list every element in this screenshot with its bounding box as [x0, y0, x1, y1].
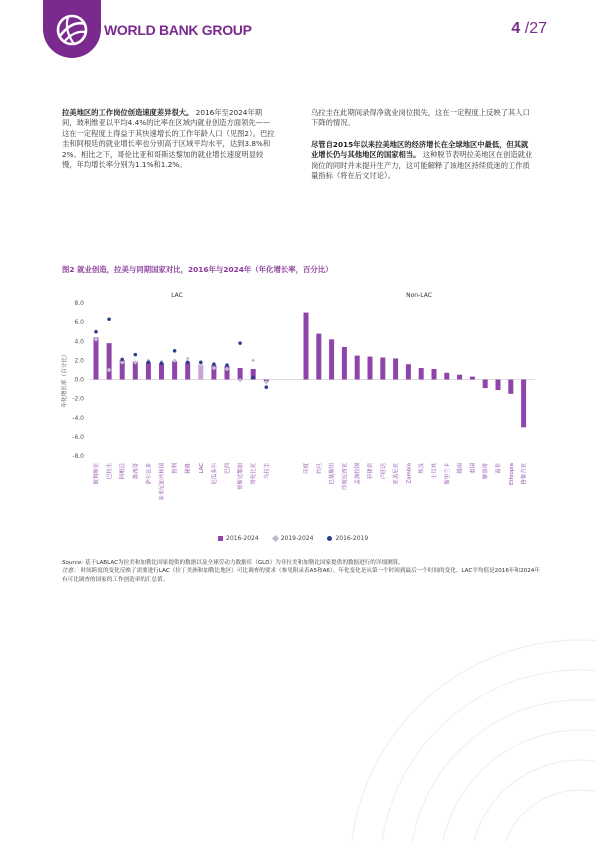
category-label: 格鲁吉亚 [521, 463, 528, 485]
y-tick-label: 8.0 [74, 300, 84, 307]
y-tick-label: 0.0 [74, 376, 84, 384]
marker-2016-2019 [173, 349, 177, 353]
category-label: 土耳其 [432, 463, 438, 480]
bar-lac [172, 361, 177, 379]
bar-lac [159, 363, 164, 379]
category-label: LAC [198, 463, 205, 474]
panel-label-non-lac: Non-LAC [406, 292, 432, 299]
marker-2016-2019 [199, 360, 203, 364]
bar-non-lac [521, 380, 526, 428]
chart-legend [218, 535, 368, 542]
right-paragraph-2 [311, 140, 533, 182]
legend-label: 2016-2019 [335, 535, 369, 542]
marker-2016-2019 [94, 330, 98, 334]
category-label: 阿根廷 [120, 463, 127, 480]
note-label: 注意： [62, 568, 79, 575]
category-label: 智利 [172, 463, 179, 474]
category-label: 菲律宾 [368, 463, 374, 480]
right-column [311, 108, 533, 181]
figure-note [62, 567, 542, 584]
bar-non-lac [444, 373, 449, 380]
y-tick-label: 2.0 [74, 357, 84, 365]
category-label: 玻利维亚 [94, 463, 100, 485]
bar-non-lac [508, 380, 513, 394]
marker-2016-2019 [225, 363, 229, 367]
left-lead: 拉美地区的工作岗位创造速度差异很大。 [62, 108, 194, 117]
category-label: 孟加拉国 [355, 463, 362, 485]
marker-2016-2019 [265, 385, 269, 389]
bar-non-lac [304, 313, 309, 380]
panel-label-lac: LAC [171, 292, 183, 299]
category-label: 巴基斯坦 [329, 463, 336, 485]
marker-2016-2019 [186, 360, 190, 364]
marker-2016-2019 [120, 358, 124, 362]
bar-lac [94, 337, 99, 379]
source-note [62, 559, 542, 567]
bar-non-lac [432, 369, 437, 380]
marker-2019-2024 [186, 356, 190, 360]
figure-title: 图2 就业创造，拉美与同期国家对比，2016年与2024年（年化增长率，百分比） [62, 265, 333, 274]
bar-non-lac [393, 358, 398, 379]
left-paragraph [62, 108, 276, 170]
bar-non-lac [419, 368, 424, 379]
category-label: 南非 [496, 463, 502, 474]
bar-non-lac [368, 357, 373, 380]
marker-2016-2019 [251, 376, 255, 380]
y-tick-label: -4.0 [72, 414, 84, 422]
marker-2016-2019 [238, 341, 242, 345]
category-label: 埃及 [419, 463, 426, 474]
note-text: 时间跨度的变化反映了需要进行LAC（拉丁美洲和加勒比地区）可比调查的要求（参见附录表A5和A6）。年化变化是从第一个时间到最后一个时间的变化。LAC平均值是2016年和2024年有可比调查的国家的工作创造率的汇总值。 [62, 568, 540, 583]
bar-non-lac [496, 380, 501, 391]
right-text: 这种脱节表明拉美地区在创造就业岗位的同时并未提升生产力，这可能解释了该地区持续低迷的工作质量指标（将在后文讨论）。 [311, 150, 533, 181]
left-text: 2016年至2024年期间，玻利维亚以平均4.4%的比率在区域内就业创造方面领先——这在一定程度上得益于其快速增长的工作年龄人口（见图2）。巴拉圭和阿根廷的就业增长率也分别高于区域平均水平，达到3.8%和2%。相比之下，哥伦比亚和哥斯达黎加的就业增长速度明显较慢，年均增长率分别为1.1%和1.2%。 [62, 108, 275, 170]
bar-lac [185, 362, 190, 379]
category-label: 巴西 [225, 463, 231, 474]
legend-item-2019-2024 [273, 535, 314, 542]
category-label: 巴拉圭 [107, 463, 114, 480]
category-label: 约旦 [316, 463, 323, 474]
bar-non-lac [483, 380, 488, 389]
category-label: 卢旺达 [380, 463, 387, 480]
marker-2016-2019 [212, 362, 216, 366]
bar-non-lac [380, 358, 385, 380]
decorative-rings [340, 610, 595, 842]
job-creation-chart [0, 280, 595, 540]
legend-swatch-dot [327, 536, 332, 541]
category-label: 亚美尼亚 [393, 463, 400, 485]
bar-lac [107, 343, 112, 379]
marker-2016-2019 [147, 360, 151, 364]
category-label: 印度尼西亚 [342, 463, 349, 490]
category-label: 摩洛哥 [483, 463, 490, 480]
category-label: 墨西哥 [133, 463, 140, 480]
marker-2016-2019 [107, 317, 111, 321]
figure-notes [62, 559, 542, 584]
category-label: 斯里兰卡 [444, 463, 451, 485]
y-tick-label: -2.0 [72, 395, 84, 403]
legend-swatch-diamond [272, 535, 279, 542]
category-label: 厄瓜多尔 [211, 463, 218, 485]
legend-item-2016-2024 [218, 535, 259, 542]
marker-2016-2019 [160, 361, 164, 365]
bar-non-lac [316, 334, 321, 380]
category-label: 越南 [457, 463, 464, 474]
marker-2016-2019 [134, 353, 138, 357]
bar-non-lac [470, 377, 475, 380]
bar-non-lac [342, 347, 347, 380]
bar-non-lac [406, 364, 411, 379]
legend-item-2016-2019 [327, 535, 368, 542]
legend-label: 2019-2024 [280, 535, 314, 542]
marker-2019-2024 [251, 358, 255, 362]
page-number [511, 20, 547, 38]
category-label: Zambia [406, 463, 413, 484]
source-label: Source: [62, 560, 84, 566]
legend-swatch-bar [218, 536, 223, 541]
category-label: 乌拉圭 [264, 463, 271, 480]
globe-icon [52, 10, 92, 50]
y-axis-label: 年化增长率（百分比） [62, 351, 68, 408]
bar-lac [146, 362, 151, 379]
y-tick-label: 6.0 [74, 319, 84, 327]
category-label: 多米尼加共和国 [159, 463, 166, 501]
bar-non-lac [457, 375, 462, 380]
bar-non-lac [329, 339, 334, 379]
category-label: Ethiopia [508, 463, 515, 485]
bar-non-lac [355, 356, 360, 380]
category-label: 哥伦比亚 [251, 463, 258, 485]
category-label: 泰国 [470, 463, 477, 474]
category-label: 萨尔瓦多 [146, 463, 153, 485]
category-label: 秘鲁 [185, 463, 192, 474]
category-label: 印度 [304, 463, 310, 474]
right-paragraph-1: 乌拉圭在此期间录得净就业岗位损失，这在一定程度上反映了其人口下降的情况。 [311, 108, 530, 128]
bar-lac [198, 364, 203, 379]
right-lead: 尽管自2015年以来拉美地区的经济增长在全球地区中最低，但其就业增长仍与其他地区的国家相当。 [311, 139, 529, 160]
y-tick-label: 4.0 [74, 338, 84, 346]
y-tick-label: -6.0 [72, 433, 84, 441]
bar-lac [238, 368, 243, 379]
y-tick-label: -8.0 [72, 453, 84, 460]
page-total: /27 [524, 20, 547, 37]
brand-name: WORLD BANK GROUP [104, 22, 252, 38]
source-text: 基于LABLAC为拉美和加勒比国家提供的数据以及全球劳动力数据库（GLD）为非拉美和加勒比国家提供的数据进行的详细测算。 [85, 560, 404, 566]
page-current: 4 [511, 20, 521, 37]
category-label: 哥斯达黎加 [238, 463, 245, 490]
legend-label: 2016-2024 [226, 535, 259, 542]
